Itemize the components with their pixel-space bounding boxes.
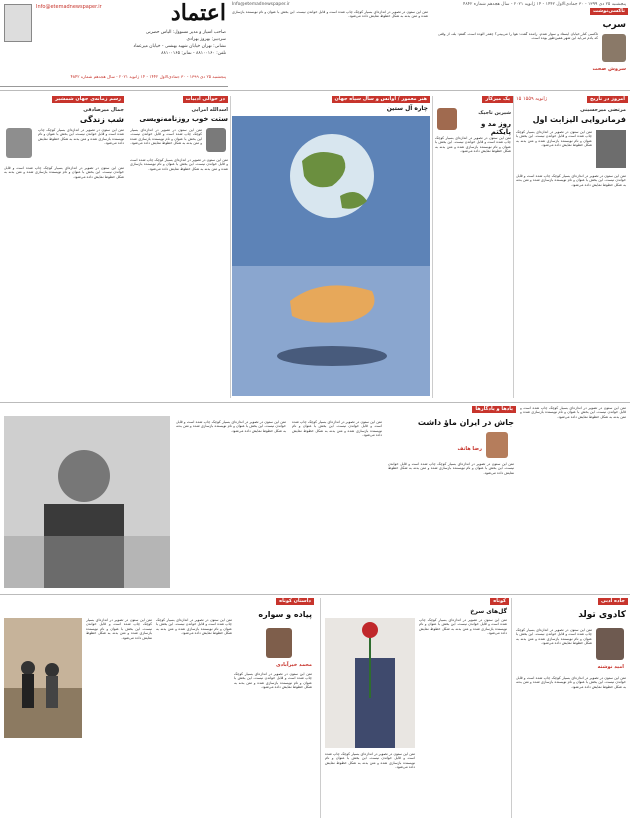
- birthday-text-2: متن این ستون در تصویر در اندازه‌ای بسیار کوچک چاپ شده است و قابل خواندن نیست. این بخش با عنوان و نام نویسنده بازسازی شده و متن بدنه به شکل خطوط نمایش داده می‌شود.: [516, 676, 626, 689]
- art-kicker: هنر معمور / آوانس و سال سیاه جهان: [332, 96, 430, 103]
- bees-author: اسدالله امرایی: [191, 107, 228, 113]
- queen-article: [514, 96, 628, 398]
- queen-text-2: متن این ستون در تصویر در اندازه‌ای بسیار کوچک چاپ شده است و قابل خواندن نیست. این بخش با عنوان و نام نویسنده بازسازی شده و متن بدنه به شکل خطوط نمایش داده می‌شود.: [516, 174, 626, 187]
- queen-title: فرمانروایی الیزابت اول: [532, 115, 626, 124]
- walk-text-2: متن این ستون در تصویر در اندازه‌ای بسیار کوچک چاپ شده است و قابل خواندن نیست. این بخش با عنوان و نام نویسنده بازسازی شده و متن بدنه به شکل خطوط نمایش داده می‌شود.: [156, 618, 232, 636]
- cinema-author: رضا هاتف: [457, 446, 482, 452]
- ruler-author-photo: [6, 128, 32, 158]
- cinema-text-2: متن این ستون در تصویر در اندازه‌ای بسیار کوچک چاپ شده است و قابل خواندن نیست. این بخش با عنوان و نام نویسنده بازسازی شده و متن بدنه به شکل خطوط نمایش داده می‌شود.: [292, 420, 382, 438]
- bees-text-2: متن این ستون در تصویر در اندازه‌ای بسیار کوچک چاپ شده است و قابل خواندن نیست. این بخش با عنوان و نام نویسنده بازسازی شده و متن بدنه به شکل خطوط نمایش داده می‌شود.: [130, 158, 228, 171]
- wardrobe-kicker: یک میز‌کار: [482, 96, 513, 103]
- cinema-text-1: متن این ستون در تصویر در اندازه‌ای بسیار کوچک چاپ شده است و قابل خواندن نیست. این بخش با عنوان و نام نویسنده بازسازی شده و متن بدنه به شکل خطوط نمایش داده می‌شود.: [176, 420, 286, 433]
- queen-photo: [596, 130, 626, 168]
- masthead: [0, 0, 228, 87]
- masthead-address: نشانی: تهران خیابان شهید بهشتی - خیابان میرعماد: [133, 44, 226, 49]
- sarb-kicker: تاکسی‌نوشت: [590, 8, 628, 15]
- flower-text-2: متن این ستون در تصویر در اندازه‌ای بسیار کوچک چاپ شده است و قابل خواندن نیست. این بخش با عنوان و نام نویسنده بازسازی شده و متن بدنه به شکل خطوط نمایش داده می‌شود.: [325, 752, 415, 770]
- ruler-author: جمال میرصادقی: [83, 107, 124, 113]
- bees-title: ستت خوب روزنامه‌نویسی: [139, 115, 228, 123]
- birthday-kicker: جاده ادبی: [598, 598, 628, 605]
- flower-title: گل‌های سرخ: [470, 608, 507, 615]
- cinema-author-photo: [486, 432, 508, 458]
- wardrobe-author-photo: [437, 108, 457, 130]
- cinema-kicker: یادها و یادگارها: [472, 406, 516, 413]
- queen-author: مرتضی میرحسینی: [580, 107, 626, 113]
- queen-text-3: متن این ستون در تصویر در اندازه‌ای بسیار کوچک چاپ شده است و قابل خواندن نیست. این بخش با عنوان و نام نویسنده بازسازی شده و متن بدنه به شکل خطوط نمایش داده می‌شود.: [520, 406, 626, 419]
- flower-photo: [325, 618, 415, 748]
- flower-kicker: کوتاه: [490, 598, 509, 605]
- cinema-article: [0, 406, 516, 590]
- queen-text: متن این ستون در تصویر در اندازه‌ای بسیار کوچک چاپ شده است و قابل خواندن نیست. این بخش با عنوان و نام نویسنده بازسازی شده و متن بدنه به شکل خطوط نمایش داده می‌شود.: [516, 130, 592, 148]
- masthead-editor: سردبیر: بهروز بهزادی: [186, 37, 226, 42]
- walk-author: محمد خیرآبادی: [275, 662, 312, 668]
- cinema-title: جاش در ایران ماؤ داشت: [417, 418, 514, 427]
- sarb-title: سرب: [602, 20, 626, 30]
- masthead-phone: تلفن: ۸۸۱۰۰۱۶۰ - نمابر: ۸۸۱۰۰۱۶۵: [161, 51, 226, 56]
- walk-text-3: متن این ستون در تصویر در اندازه‌ای بسیار کوچک چاپ شده است و قابل خواندن نیست. این بخش با عنوان و نام نویسنده بازسازی شده و متن بدنه به شکل خطوط نمایش داده می‌شود.: [234, 672, 312, 690]
- bees-article: [128, 96, 231, 398]
- bees-author-photo: [206, 128, 226, 152]
- ruler-kicker: رسم زمانه‌ی جهان شمشیر: [52, 96, 124, 103]
- walk-kicker: داستان کوتاه: [276, 598, 314, 605]
- art-painting: [232, 116, 430, 396]
- walk-text-1: متن این ستون در تصویر در اندازه‌ای بسیار کوچک چاپ شده است و قابل خواندن نیست. این بخش با عنوان و نام نویسنده بازسازی شده و متن بدنه به شکل خطوط نمایش داده می‌شود.: [86, 618, 152, 640]
- masthead-thumbnail: [4, 4, 32, 42]
- cinema-text-3: متن این ستون در تصویر در اندازه‌ای بسیار کوچک چاپ شده است و قابل خواندن نیست. این بخش با عنوان و نام نویسنده بازسازی شده و متن بدنه به شکل خطوط نمایش داده می‌شود.: [388, 462, 514, 475]
- art-article: [232, 96, 430, 398]
- bees-kicker: در حوالی ادبیات: [183, 96, 228, 103]
- cinema-photo: [4, 416, 170, 588]
- walk-title: پیاده و سواره: [258, 610, 312, 619]
- sarb-author: سروش صحت: [592, 66, 626, 72]
- wardrobe-title: روز مد و پایکتم: [480, 120, 511, 136]
- wardrobe-article: [432, 96, 514, 398]
- masthead-email: Info@etemadnewspaper.ir: [36, 4, 102, 10]
- flower-article: [320, 598, 512, 818]
- wardrobe-author: شیرین تاجیک: [478, 110, 511, 116]
- top-middle-text: متن این ستون در تصویر در اندازه‌ای بسیار کوچک چاپ شده است و قابل خواندن نیست. این بخش با عنوان و نام نویسنده بازسازی شده و متن بدنه به شکل خطوط نمایش داده می‌شود.: [232, 10, 428, 19]
- ruler-text-2: متن این ستون در تصویر در اندازه‌ای بسیار کوچک چاپ شده است و قابل خواندن نیست. این بخش با عنوان و نام نویسنده بازسازی شده و متن بدنه به شکل خطوط نمایش داده می‌شود.: [4, 166, 124, 179]
- birthday-author: امید نوشته: [597, 664, 624, 670]
- top-email: Info@etemadnewspaper.ir: [232, 2, 290, 7]
- queen-kicker: امروز در تاریخ: [587, 96, 628, 103]
- birthday-article: [514, 598, 628, 818]
- sarb-author-photo: [602, 34, 626, 62]
- top-date-line: پنجشنبه ۲۵ دی ۱۳۹۹ - ۳۰ جمادی‌الاول ۱۴۴۲ - ۱۴ ژانویه ۲۰۲۱ - سال هجدهم شماره ۴۸۴۲: [462, 2, 626, 7]
- masthead-logo: اعتماد: [170, 0, 226, 26]
- walk-article: [0, 598, 316, 818]
- walk-author-photo: [266, 628, 292, 658]
- sarb-article: [434, 8, 628, 88]
- queen-date: ۱۵ ژانویه ۱۵۵۹: [516, 96, 548, 102]
- ruler-article: [0, 96, 126, 398]
- birthday-author-photo: [596, 628, 624, 660]
- ruler-title: شب زندگی: [79, 115, 124, 124]
- bees-text: متن این ستون در تصویر در اندازه‌ای بسیار کوچک چاپ شده است و قابل خواندن نیست. این بخش با عنوان و نام نویسنده بازسازی شده و متن بدنه به شکل خطوط نمایش داده می‌شود.: [130, 128, 202, 146]
- birthday-text-1: متن این ستون در تصویر در اندازه‌ای بسیار کوچک چاپ شده است و قابل خواندن نیست. این بخش با عنوان و نام نویسنده بازسازی شده و متن بدنه به شکل خطوط نمایش داده می‌شود.: [516, 628, 592, 646]
- sarb-lead: تاکسی کنار خیابان ایستاد و سوار شدم. راننده گفت: هوا را می‌بینی؟ چقدر آلوده است. گفتم: بله، از وقتی که یادم می‌آید این شهر همین‌طور بوده است.: [438, 32, 598, 41]
- walk-photo: [4, 618, 82, 738]
- art-title: چاره آل ستین: [386, 105, 428, 112]
- masthead-licensee: صاحب امتیاز و مدیر مسوول: الیاس حضرتی: [145, 30, 226, 35]
- birthday-title: کادوی تولد: [578, 610, 626, 620]
- ruler-text: متن این ستون در تصویر در اندازه‌ای بسیار کوچک چاپ شده است و قابل خواندن نیست. این بخش با عنوان و نام نویسنده بازسازی شده و متن بدنه به شکل خطوط نمایش داده می‌شود.: [38, 128, 124, 146]
- flower-text-1: متن این ستون در تصویر در اندازه‌ای بسیار کوچک چاپ شده است و قابل خواندن نیست. این بخش با عنوان و نام نویسنده بازسازی شده و متن بدنه به شکل خطوط نمایش داده می‌شود.: [419, 618, 507, 636]
- masthead-date: پنجشنبه ۲۵ دی ۱۳۹۹ - ۳۰ جمادی‌الاول ۱۴۴۲ - ۱۴ ژانویه ۲۰۲۱ - سال هجدهم شماره ۴۸۴۲: [70, 74, 226, 79]
- wardrobe-text: متن این ستون در تصویر در اندازه‌ای بسیار کوچک چاپ شده است و قابل خواندن نیست. این بخش با عنوان و نام نویسنده بازسازی شده و متن بدنه به شکل خطوط نمایش داده می‌شود.: [435, 136, 511, 154]
